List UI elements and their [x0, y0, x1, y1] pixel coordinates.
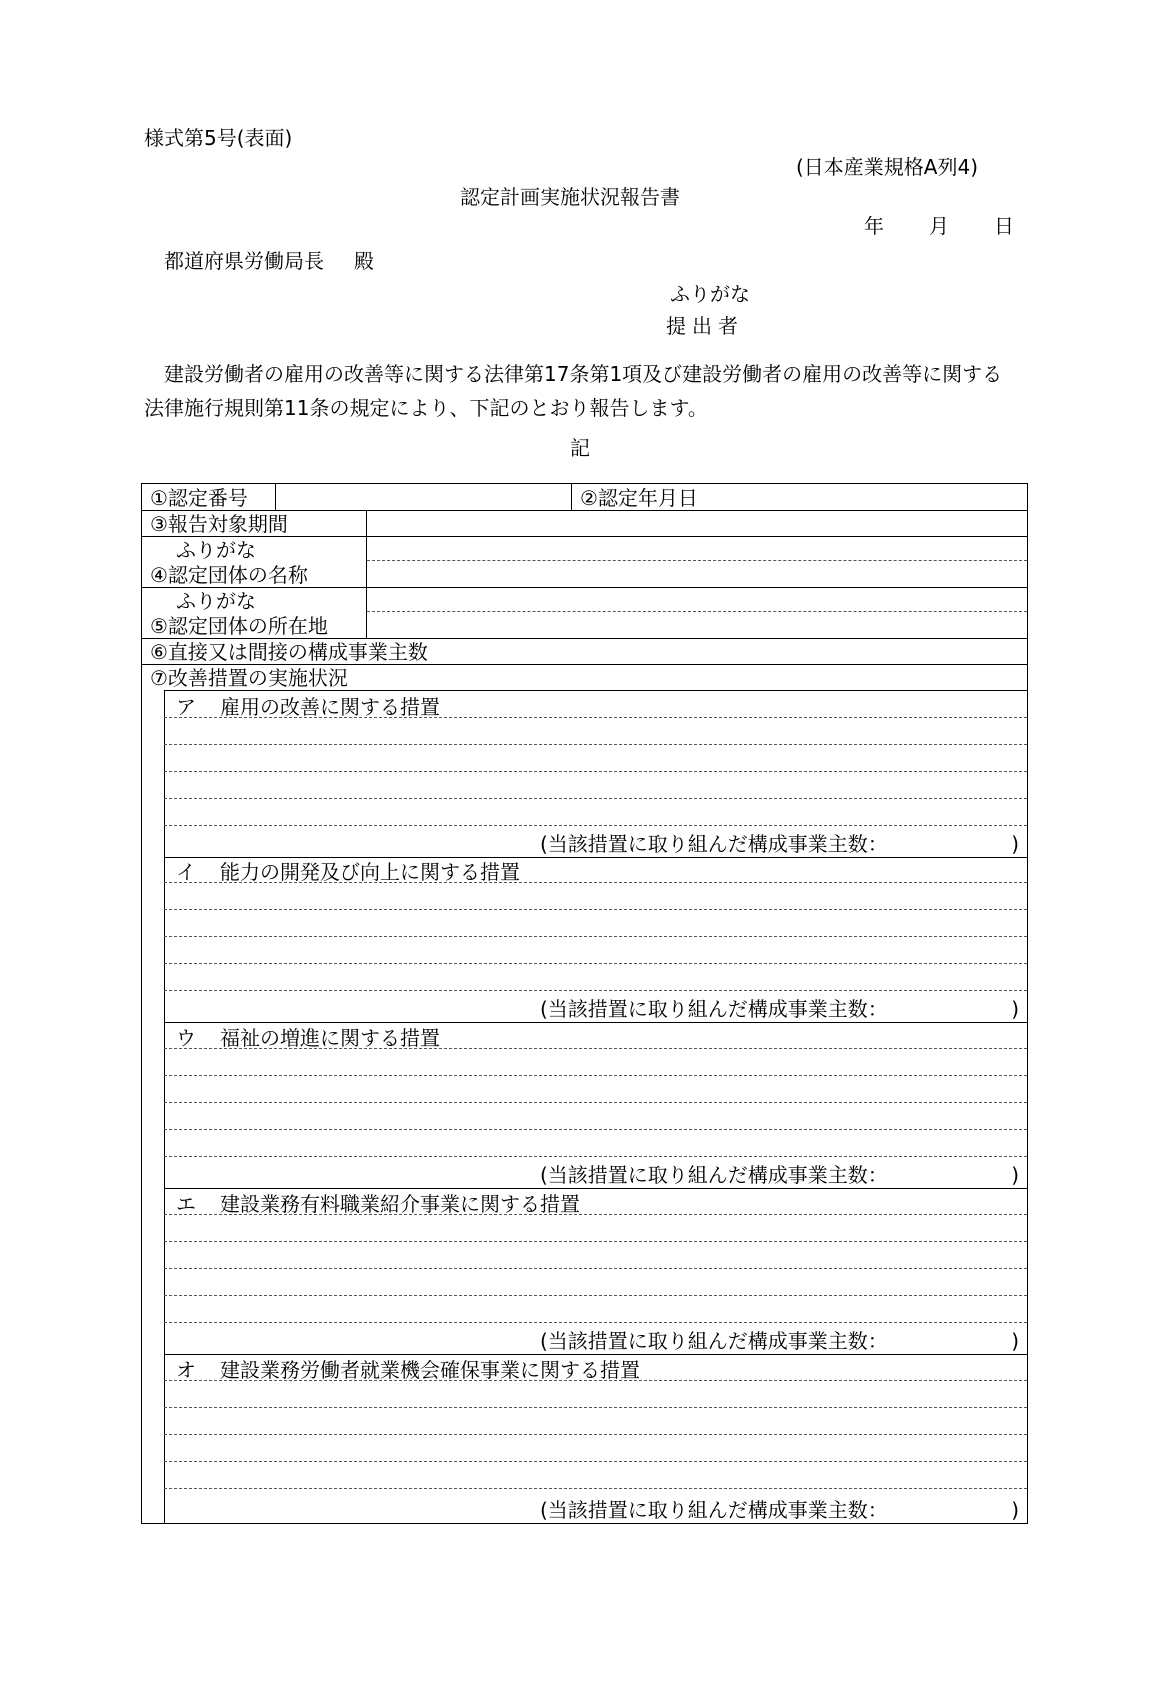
row-cert: [142, 484, 1027, 511]
section-label: エ: [176, 1192, 196, 1216]
section-title: 雇用の改善に関する措置: [220, 695, 440, 719]
org-address-furigana-label: ふりがな: [176, 589, 256, 613]
date-field[interactable]: [864, 216, 1014, 236]
section-label: ア: [176, 695, 196, 719]
org-name-field[interactable]: [367, 536, 1027, 587]
section-skills[interactable]: [164, 856, 1027, 1023]
member-count-label: ⑥直接又は間接の構成事業主数: [150, 640, 428, 664]
statement-paragraph: 建設労働者の雇用の改善等に関する法律第17条第1項及び建設労働者の雇用の改善等に関する法律施行規則第11条の規定により、下記のとおり報告します。: [144, 362, 1003, 420]
section-title: 福祉の増進に関する措置: [220, 1026, 440, 1050]
member-count-close: ): [1011, 1329, 1019, 1353]
section-label: ウ: [176, 1026, 196, 1050]
date-day-label: 日: [994, 214, 1014, 238]
honorific: 殿: [354, 249, 374, 273]
org-name-label: ④認定団体の名称: [150, 563, 308, 587]
section-employment[interactable]: [164, 690, 1027, 858]
member-count-close: ): [1011, 1498, 1019, 1522]
submitter-label: 提出者: [666, 314, 744, 338]
section-title: 能力の開発及び向上に関する措置: [220, 860, 520, 884]
section-placement[interactable]: [164, 1188, 1027, 1355]
member-count-note: (当該措置に取り組んだ構成事業主数：: [540, 1329, 888, 1353]
status-label: ⑦改善措置の実施状況: [150, 666, 348, 690]
cert-number-field[interactable]: [276, 484, 571, 510]
addressee: [164, 251, 374, 271]
form-number: 様式第5号(表面): [144, 126, 293, 150]
row-status-heading: [142, 664, 1027, 690]
section-opportunity[interactable]: [164, 1354, 1027, 1523]
section-label: オ: [176, 1358, 196, 1382]
member-count-close: ): [1011, 997, 1019, 1021]
member-count-note: (当該措置に取り組んだ構成事業主数：: [540, 832, 888, 856]
paper-size-note: (日本産業規格A列4): [796, 155, 979, 179]
addressee-name: 都道府県労働局長: [164, 249, 324, 273]
date-month-label: 月: [929, 214, 949, 238]
section-title: 建設業務労働者就業機会確保事業に関する措置: [220, 1358, 640, 1382]
member-count-note: (当該措置に取り組んだ構成事業主数：: [540, 1498, 888, 1522]
ki-heading: 記: [570, 436, 590, 460]
report-form-table: [141, 483, 1028, 1524]
member-count-close: ): [1011, 1163, 1019, 1187]
cert-date-field[interactable]: [712, 484, 1027, 510]
org-address-field[interactable]: [367, 587, 1027, 638]
org-name-furigana-label: ふりがな: [176, 538, 256, 562]
row-org-name: [142, 536, 1027, 588]
section-title: 建設業務有料職業紹介事業に関する措置: [220, 1192, 580, 1216]
member-count-note: (当該措置に取り組んだ構成事業主数：: [540, 997, 888, 1021]
section-welfare[interactable]: [164, 1022, 1027, 1189]
cert-date-label: ②認定年月日: [580, 486, 698, 510]
date-year-label: 年: [864, 214, 884, 238]
cert-number-label: ①認定番号: [150, 486, 248, 510]
submitter-furigana-label: ふりがな: [670, 282, 750, 306]
row-member-count[interactable]: [142, 638, 1027, 665]
org-address-label: ⑤認定団体の所在地: [150, 614, 328, 638]
row-report-period: [142, 510, 1027, 537]
member-count-note: (当該措置に取り組んだ構成事業主数：: [540, 1163, 888, 1187]
member-count-close: ): [1011, 832, 1019, 856]
section-label: イ: [176, 860, 196, 884]
report-period-label: ③報告対象期間: [150, 512, 288, 536]
document-title: 認定計画実施状況報告書: [460, 185, 680, 209]
row-org-address: [142, 587, 1027, 639]
report-period-field[interactable]: [367, 510, 1027, 536]
